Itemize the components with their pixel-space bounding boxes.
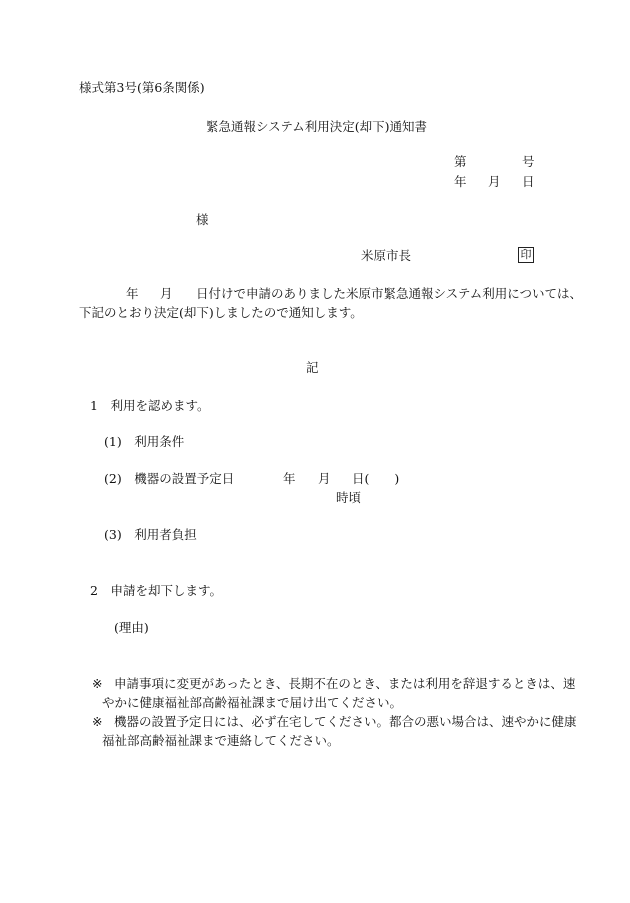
note-2-line2: 福祉部高齢福祉課まで連絡してください。 (102, 733, 340, 748)
note-2-mark: ※ (92, 714, 103, 729)
number-prefix: 第 (454, 154, 467, 169)
seal-stamp: 印 (518, 247, 534, 263)
body-line2: 下記のとおり決定(却下)しましたので通知します。 (79, 305, 363, 320)
section2-heading: 2 申請を却下します。 (90, 583, 222, 598)
note-1-mark: ※ (92, 676, 103, 691)
section1-item1: (1) 利用条件 (104, 434, 185, 449)
document-title: 緊急通報システム利用決定(却下)通知書 (206, 119, 428, 134)
body-month: 月 (160, 286, 173, 301)
install-month: 月 (318, 471, 331, 486)
body-line1-rest: 日付けで申請のありました米原市緊急通報システム利用については、 (196, 286, 583, 301)
section2-reason: (理由) (114, 620, 149, 635)
install-time: 時頃 (336, 490, 362, 505)
section1-heading: 1 利用を認めます。 (90, 398, 210, 413)
form-id: 様式第3号(第6条関係) (79, 80, 205, 95)
addressee-honorific: 様 (196, 212, 209, 227)
section1-item3: (3) 利用者負担 (104, 527, 197, 542)
date-year: 年 (454, 174, 467, 189)
date-month: 月 (488, 174, 501, 189)
section1-item2-label: (2) 機器の設置予定日 (104, 471, 235, 486)
issuer-name: 米原市長 (361, 248, 412, 263)
date-day: 日 (522, 174, 535, 189)
install-day: 日( ) (352, 471, 400, 486)
note-1-line2: やかに健康福祉部高齢福祉課まで届け出てください。 (102, 695, 403, 710)
ki-heading: 記 (306, 360, 319, 375)
note-1-line1: 申請事項に変更があったとき、長期不在のとき、または利用を辞退するときは、速 (114, 676, 576, 691)
body-year: 年 (126, 286, 139, 301)
number-suffix: 号 (522, 154, 535, 169)
install-year: 年 (283, 471, 296, 486)
note-2-line1: 機器の設置予定日には、必ず在宅してください。都合の悪い場合は、速やかに健康 (114, 714, 577, 729)
